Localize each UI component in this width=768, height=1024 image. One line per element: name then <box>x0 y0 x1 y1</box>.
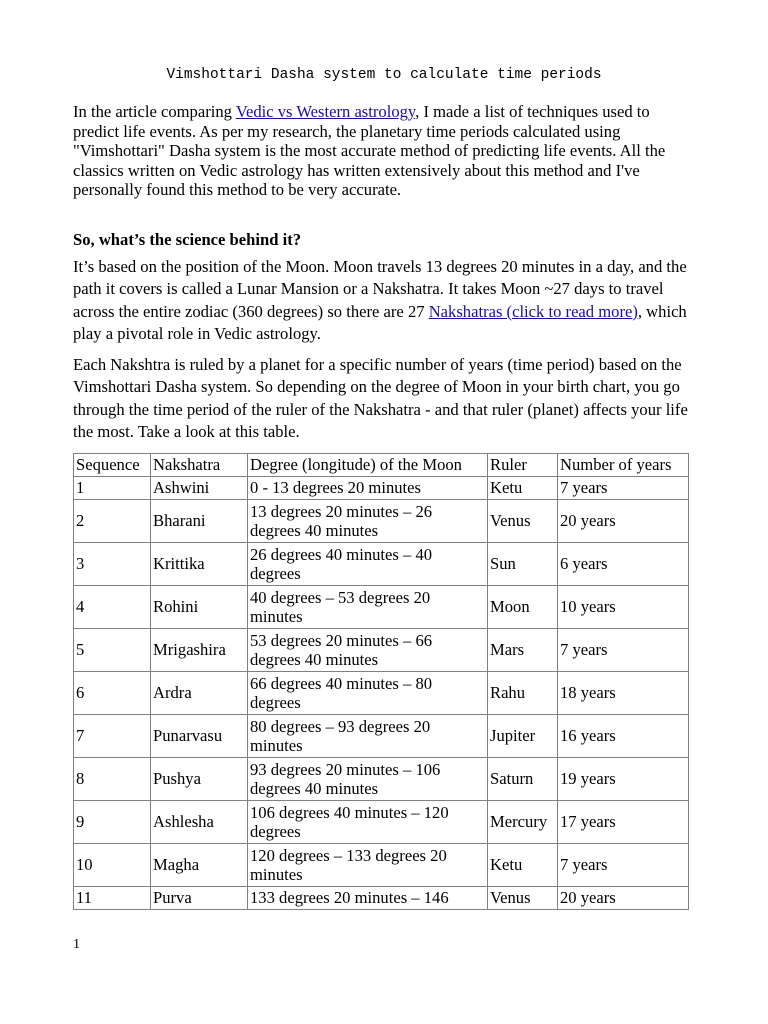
sequence-cell: 8 <box>74 758 151 801</box>
table-row <box>74 758 689 801</box>
nakshatra-cell: Magha <box>151 844 248 887</box>
table-row <box>74 887 689 910</box>
nakshatra-cell: Ashwini <box>151 477 248 500</box>
sequence-cell: 3 <box>74 543 151 586</box>
ruler-cell: Ketu <box>488 844 558 887</box>
degree-cell: 13 degrees 20 minutes – 26 degrees 40 minutes <box>248 500 488 543</box>
table-header-row <box>74 454 689 477</box>
years-cell: 18 years <box>558 672 689 715</box>
degree-cell: 120 degrees – 133 degrees 20 minutes <box>248 844 488 887</box>
nakshatra-cell: Mrigashira <box>151 629 248 672</box>
table-header-cell: Number of years <box>558 454 689 477</box>
intro-text-end: , I made a list of techniques used to predict life events. As per my research, the planetary time periods calculated using "Vimshottari" Dasha system is the most accurate method of predicting life events. All the classics written on Vedic astrology has written extensively about this method and I've personally found this method to be very accurate. <box>73 102 666 200</box>
nakshatra-cell: Ashlesha <box>151 801 248 844</box>
nakshatra-cell: Purva <box>151 887 248 910</box>
degree-cell: 93 degrees 20 minutes – 106 degrees 40 minutes <box>248 758 488 801</box>
sequence-cell: 2 <box>74 500 151 543</box>
degree-cell: 0 - 13 degrees 20 minutes <box>248 477 488 500</box>
nakshatras-link[interactable]: Nakshatras (click to read more) <box>428 301 638 321</box>
years-cell: 20 years <box>558 500 689 543</box>
table-row <box>74 500 689 543</box>
science-text-start: It’s based on the position of the Moon. Moon travels 13 degrees 20 minutes in a day, and the path it covers is called a Lunar Mansion or a Nakshatra. It takes Moon ~27 days to travel across the entire zodiac (360 degrees) so there are 27 <box>73 257 687 321</box>
years-cell: 19 years <box>558 758 689 801</box>
sequence-cell: 9 <box>74 801 151 844</box>
ruler-cell: Ketu <box>488 477 558 500</box>
sequence-cell: 4 <box>74 586 151 629</box>
years-cell: 10 years <box>558 586 689 629</box>
intro-text-start: In the article comparing <box>73 102 236 121</box>
ruler-cell: Jupiter <box>488 715 558 758</box>
science-text-end: , which play a pivotal role in Vedic astrology. <box>73 301 687 343</box>
ruler-cell: Venus <box>488 500 558 543</box>
ruler-paragraph: Each Nakshtra is ruled by a planet for a specific number of years (time period) based on the Vimshottari Dasha system. So depending on the degree of Moon in your birth chart, you go through the time period of the ruler of the Nakshatra - and that ruler (planet) affects your life the most. Take a look at this table. <box>73 355 688 441</box>
degree-cell: 53 degrees 20 minutes – 66 degrees 40 minutes <box>248 629 488 672</box>
table-header-cell: Degree (longitude) of the Moon <box>248 454 488 477</box>
degree-cell: 133 degrees 20 minutes – 146 <box>248 887 488 910</box>
sequence-cell: 7 <box>74 715 151 758</box>
table-row <box>74 801 689 844</box>
table-row <box>74 715 689 758</box>
nakshatra-cell: Punarvasu <box>151 715 248 758</box>
page-number: 1 <box>73 937 80 952</box>
ruler-cell: Saturn <box>488 758 558 801</box>
years-cell: 17 years <box>558 801 689 844</box>
years-cell: 16 years <box>558 715 689 758</box>
nakshatra-cell: Krittika <box>151 543 248 586</box>
sequence-cell: 10 <box>74 844 151 887</box>
table-row <box>74 543 689 586</box>
degree-cell: 106 degrees 40 minutes – 120 degrees <box>248 801 488 844</box>
sequence-cell: 5 <box>74 629 151 672</box>
ruler-cell: Mercury <box>488 801 558 844</box>
nakshatra-cell: Bharani <box>151 500 248 543</box>
nakshatra-cell: Ardra <box>151 672 248 715</box>
degree-cell: 40 degrees – 53 degrees 20 minutes <box>248 586 488 629</box>
table-row <box>74 586 689 629</box>
table-header-cell: Nakshatra <box>151 454 248 477</box>
years-cell: 6 years <box>558 543 689 586</box>
intro-paragraph <box>73 102 698 200</box>
table-row <box>74 844 689 887</box>
degree-cell: 66 degrees 40 minutes – 80 degrees <box>248 672 488 715</box>
years-cell: 7 years <box>558 844 689 887</box>
nakshatra-cell: Pushya <box>151 758 248 801</box>
sequence-cell: 6 <box>74 672 151 715</box>
nakshatra-cell: Rohini <box>151 586 248 629</box>
table-row <box>74 477 689 500</box>
ruler-cell: Rahu <box>488 672 558 715</box>
years-cell: 7 years <box>558 477 689 500</box>
table-header-cell: Ruler <box>488 454 558 477</box>
years-cell: 7 years <box>558 629 689 672</box>
sequence-cell: 11 <box>74 887 151 910</box>
section-heading: So, what’s the science behind it? <box>73 230 302 249</box>
ruler-cell: Mars <box>488 629 558 672</box>
sequence-cell: 1 <box>74 477 151 500</box>
science-paragraph <box>73 256 698 345</box>
document-title: Vimshottari Dasha system to calculate time periods <box>166 67 602 83</box>
table-row <box>74 629 689 672</box>
vedic-vs-western-link[interactable]: Vedic vs Western astrology <box>235 102 416 121</box>
years-cell: 20 years <box>558 887 689 910</box>
dasha-table <box>73 453 689 910</box>
table-row <box>74 672 689 715</box>
table-header-cell: Sequence <box>74 454 151 477</box>
ruler-cell: Sun <box>488 543 558 586</box>
ruler-cell: Moon <box>488 586 558 629</box>
ruler-cell: Venus <box>488 887 558 910</box>
degree-cell: 80 degrees – 93 degrees 20 minutes <box>248 715 488 758</box>
degree-cell: 26 degrees 40 minutes – 40 degrees <box>248 543 488 586</box>
